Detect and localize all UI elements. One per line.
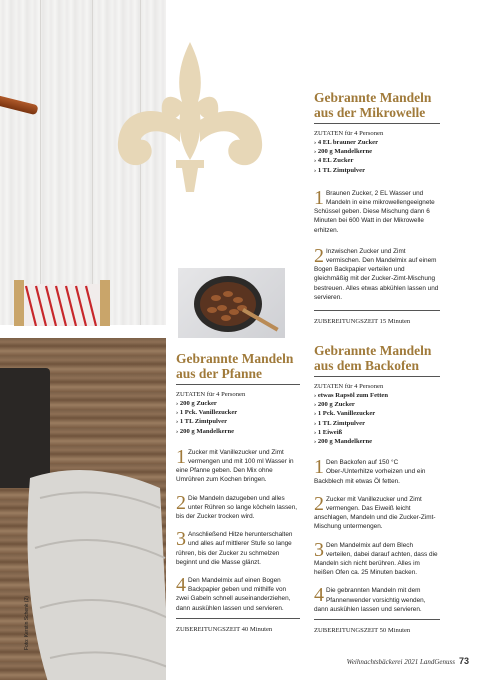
divider bbox=[314, 619, 440, 620]
publication-name: Weihnachtsbäckerei 2021 LandGenuss bbox=[346, 658, 455, 666]
step-number: 2 bbox=[176, 491, 186, 514]
page-footer bbox=[347, 656, 469, 666]
cinnamon-stick bbox=[0, 95, 39, 115]
step bbox=[176, 445, 300, 485]
ingredients-header: ZUTATEN für 4 Personen bbox=[176, 391, 246, 398]
step bbox=[176, 530, 300, 567]
photo-almonds-pan bbox=[178, 268, 285, 338]
step bbox=[314, 586, 440, 614]
step bbox=[314, 458, 440, 486]
recipe-backofen bbox=[314, 343, 440, 634]
step-text: Zucker mit Vanillezucker und Zimt vermengen. Das Eiweiß leicht anschlagen, Mandeln und die Zucker-Zimt-Mischung untermengen. bbox=[314, 495, 436, 531]
ingredient: › 200 g Zucker bbox=[176, 399, 300, 408]
twine-spool bbox=[14, 270, 110, 326]
step-number: 1 bbox=[314, 456, 324, 479]
recipe-title: Gebrannte Mandeln aus der Pfanne bbox=[176, 351, 294, 381]
ingredients-header: ZUTATEN für 4 Personen bbox=[314, 130, 384, 137]
divider bbox=[314, 376, 440, 377]
step-text: Zucker mit Vanillezucker und Zimt vermengen und mit 100 ml Wasser in eine Pfanne geben. Den Mix ohne Umrühren zum Kochen bringen. bbox=[176, 448, 294, 484]
photo-credit: Foto: Kerstin Schenk (2) bbox=[24, 596, 30, 650]
step-number: 1 bbox=[176, 445, 186, 468]
step-number: 2 bbox=[314, 492, 324, 515]
linen-cloth bbox=[20, 458, 166, 680]
step-number: 1 bbox=[314, 186, 324, 209]
step-text: Die Mandeln dazugeben und alles unter Rühren so lange köcheln lassen, bis der Zucker trocken wird. bbox=[176, 494, 298, 521]
ingredients-list bbox=[314, 138, 440, 175]
recipe-pfanne bbox=[176, 351, 300, 633]
step-text: Braunen Zucker, 2 EL Wasser und Mandeln in eine mikrowellengeeignete Schüssel geben. Diese Mischung dann 6 Minuten bei 600 Watt in der Mikrowelle erhitzen. bbox=[314, 189, 435, 234]
step-text: Den Backofen auf 150 °C Ober-/Unterhitze vorheizen und ein Backblech mit etwas Öl fetten. bbox=[314, 459, 426, 485]
step-number: 3 bbox=[314, 538, 324, 561]
ingredient: › 200 g Zucker bbox=[314, 400, 440, 409]
recipe-title: Gebrannte Mandeln aus dem Backofen bbox=[314, 343, 432, 373]
page-number: 73 bbox=[458, 656, 469, 666]
recipe-title: Gebrannte Mandeln aus der Mikrowelle bbox=[314, 90, 432, 120]
step-number: 4 bbox=[176, 574, 186, 597]
step bbox=[314, 186, 440, 235]
divider bbox=[314, 310, 440, 311]
step bbox=[176, 491, 300, 522]
ingredient: › 1 Pck. Vanillezucker bbox=[314, 409, 440, 418]
divider bbox=[176, 618, 300, 619]
step bbox=[176, 576, 300, 613]
step-number: 2 bbox=[314, 244, 324, 267]
step bbox=[314, 492, 440, 532]
step-number: 4 bbox=[314, 584, 324, 607]
recipe-mikrowelle bbox=[314, 90, 440, 325]
ingredient: › 1 TL Zimtpulver bbox=[314, 419, 440, 428]
prep-time: ZUBEREITUNGSZEIT 15 Minuten bbox=[314, 318, 411, 326]
ingredient: › 200 g Mandelkerne bbox=[314, 147, 440, 156]
ingredient: › 200 g Mandelkerne bbox=[176, 427, 300, 436]
ingredient: › 1 TL Zimtpulver bbox=[314, 166, 440, 175]
step-text: Die gebrannten Mandeln mit dem Pfannenwender vorsichtig wenden, dann auskühlen lassen und servieren. bbox=[314, 587, 426, 613]
step-text: Den Mandelmix auf einen Bogen Backpapier geben und mithilfe von zwei Gabeln schnell auseinanderziehen, dann auskühlen lassen und servieren. bbox=[176, 577, 291, 612]
ingredient: › 1 TL Zimtpulver bbox=[176, 417, 300, 426]
divider bbox=[176, 384, 300, 385]
ingredients-list bbox=[314, 391, 440, 446]
step bbox=[314, 538, 440, 578]
step-number: 3 bbox=[176, 528, 186, 551]
ingredient: › 4 EL Zucker bbox=[314, 156, 440, 165]
prep-time: ZUBEREITUNGSZEIT 50 Minuten bbox=[314, 627, 411, 635]
step bbox=[314, 244, 440, 302]
step-text: Anschließend Hitze herunterschalten und alles auf mittlerer Stufe so lange rühren, bis der Zucker zu schmelzen beginnt und die Masse glänzt. bbox=[176, 531, 293, 566]
fleur-ornament bbox=[110, 42, 270, 192]
ingredient: › 200 g Mandelkerne bbox=[314, 437, 440, 446]
step-text: Inzwischen Zucker und Zimt vermischen. Den Mandelmix auf einem Bogen Backpapier verteilen und gleichmäßig mit der Zucker-Zimt-Mischung bestreuen. Alles etwas abkühlen lassen und servieren. bbox=[314, 247, 439, 301]
ingredient: › 4 EL brauner Zucker bbox=[314, 138, 440, 147]
ingredient: › 1 Pck. Vanillezucker bbox=[176, 408, 300, 417]
divider bbox=[314, 123, 440, 124]
step-text: Den Mandelmix auf dem Blech verteilen, dabei darauf achten, dass die Mandeln sich nicht berühren. Alles im heißen Ofen ca. 25 Minuten backen. bbox=[314, 541, 438, 577]
ingredients-header: ZUTATEN für 4 Personen bbox=[314, 383, 384, 390]
ingredient: › 1 Eiweiß bbox=[314, 428, 440, 437]
ingredient: › etwas Rapsöl zum Fetten bbox=[314, 391, 440, 400]
ingredients-list bbox=[176, 399, 300, 436]
prep-time: ZUBEREITUNGSZEIT 40 Minuten bbox=[176, 625, 273, 633]
